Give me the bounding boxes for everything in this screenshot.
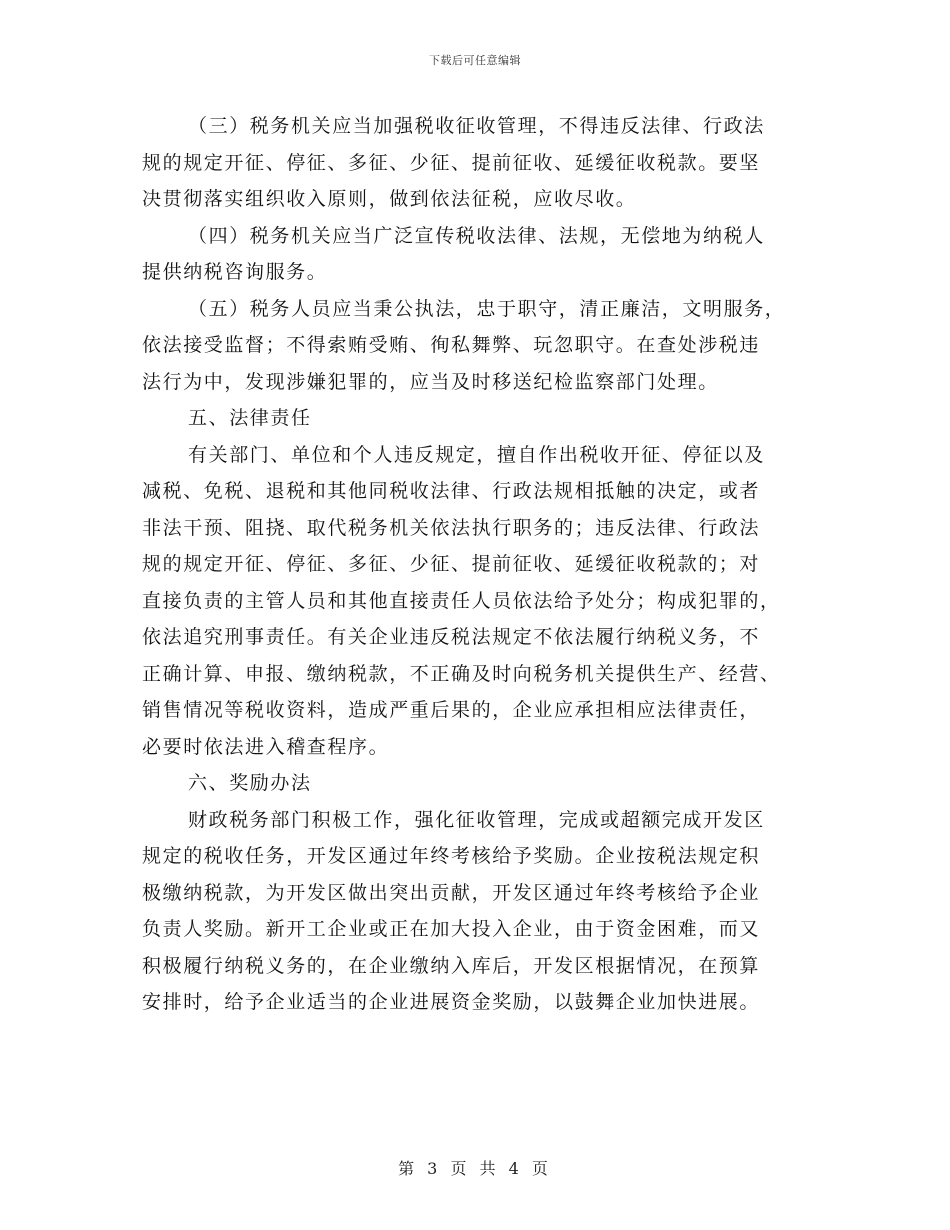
text-line: 销售情况等税收资料，造成严重后果的，企业应承担相应法律责任， [142, 699, 761, 721]
section-heading-rewards [142, 765, 812, 802]
paragraph-tax-staff-conduct [142, 291, 812, 401]
text-line: 直接负责的主管人员和其他直接责任人员依法给予处分；构成犯罪的， [142, 589, 781, 612]
text-line: 依法接受监督；不得索贿受贿、徇私舞弊、玩忽职守。在查处涉税违 [142, 334, 761, 356]
text-line: 决贯彻落实组织收入原则，做到依法征税，应收尽收。 [142, 188, 637, 210]
text-line: 极缴纳税款，为开发区做出突出贡献，开发区通过年终考核给予企业 [142, 881, 761, 904]
section-heading-legal-liability [142, 400, 812, 437]
text-line: 法行为中，发现涉嫌犯罪的，应当及时移送纪检监察部门处理。 [142, 370, 719, 393]
text-line: 安排时，给予企业适当的企业进展资金奖励，以鼓舞企业加快进展。 [142, 991, 761, 1013]
text-line: （四）税务机关应当广泛宣传税收法律、法规，无偿地为纳税人 [188, 224, 765, 247]
paragraph-tax-authority-collection [142, 108, 812, 218]
text-line: 规的规定开征、停征、多征、少征、提前征收、延缓征收税款。要坚 [142, 151, 761, 174]
text-line: （三）税务机关应当加强税收征收管理，不得违反法律、行政法 [188, 115, 765, 137]
heading-text: 六、奖励办法 [188, 772, 312, 794]
page-number-footer: 第 3 页 共 4 页 [398, 1159, 552, 1178]
text-line: 规定的税收任务，开发区通过年终考核给予奖励。企业按税法规定积 [142, 845, 761, 867]
text-line: 提供纳税咨询服务。 [142, 261, 328, 283]
text-line: 依法追究刑事责任。有关企业违反税法规定不依法履行纳税义务，不 [142, 626, 761, 648]
text-line: 积极履行纳税义务的，在企业缴纳入库后，开发区根据情况，在预算 [142, 954, 761, 977]
heading-text: 五、法律责任 [188, 407, 312, 429]
paragraph-legal-liability [142, 437, 812, 766]
text-line: 减税、免税、退税和其他同税收法律、行政法规相抵触的决定，或者 [142, 480, 761, 502]
text-line: 正确计算、申报、缴纳税款，不正确及时向税务机关提供生产、经营、 [142, 662, 781, 685]
document-body [142, 108, 812, 1021]
text-line: 必要时依法进入稽查程序。 [142, 735, 390, 758]
text-line: 规的规定开征、停征、多征、少征、提前征收、延缓征收税款的；对 [142, 553, 761, 575]
paragraph-tax-publicity [142, 218, 812, 291]
page-header: 下载后可任意编辑 [429, 54, 521, 67]
text-line: 非法干预、阻挠、取代税务机关依法执行职务的；违反法律、行政法 [142, 516, 761, 539]
text-line: 财政税务部门积极工作，强化征收管理，完成或超额完成开发区 [188, 808, 765, 831]
text-line: （五）税务人员应当秉公执法，忠于职守，清正廉洁，文明服务， [188, 297, 786, 320]
paragraph-rewards [142, 802, 812, 1021]
text-line: 负责人奖励。新开工企业或正在加大投入企业，由于资金困难，而又 [142, 918, 761, 940]
text-line: 有关部门、单位和个人违反规定，擅自作出税收开征、停征以及 [188, 443, 765, 466]
